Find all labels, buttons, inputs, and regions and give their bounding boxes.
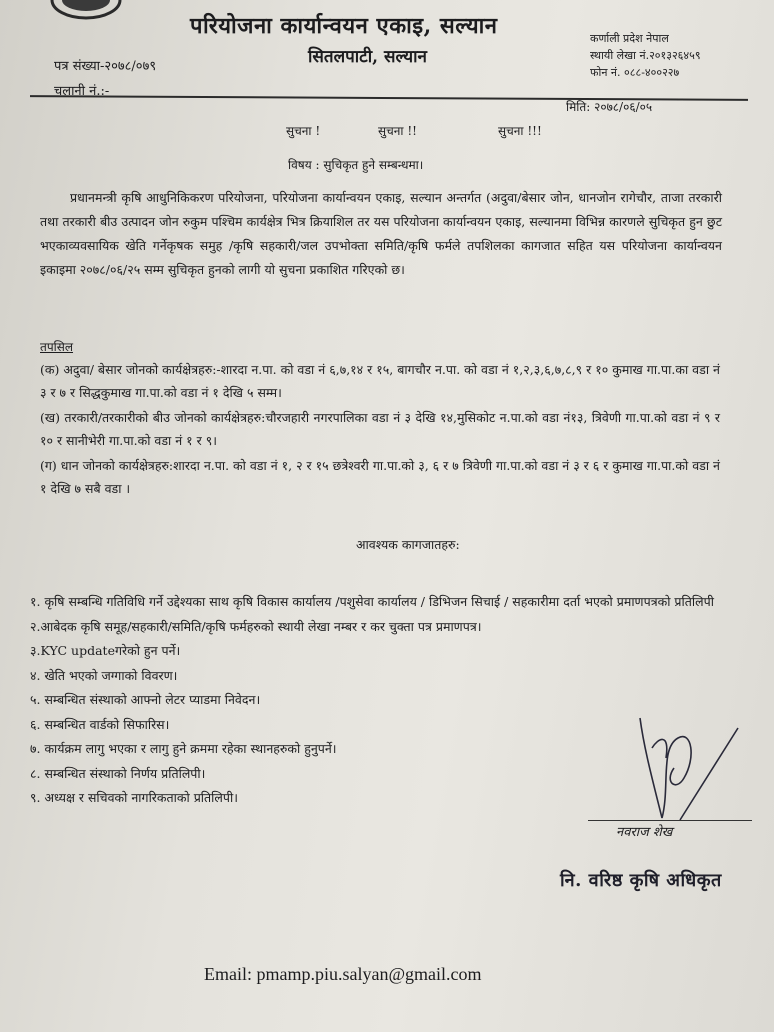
- schedule-item: (क) अदुवा/ बेसार जोनको कार्यक्षेत्रहरु:-शारदा न.पा. को वडा नं ६,७,१४ र १५, बागचौर न.पा. को वडा नं १,२,३,६,७,८,९ र १० कुमाख गा.पा.का वडा नं ३ र ७ र सिद्धकुमाख गा.पा.को वडा नं १ देखि ५ सम्म।: [40, 362, 720, 400]
- notice-heading: सुचना !: [286, 124, 321, 138]
- pan-number: स्थायी लेखा नं.२०१३२६४५९: [590, 49, 701, 62]
- header-right-block: [590, 30, 701, 81]
- date: मिति: २०७८/०६/०५: [566, 100, 653, 114]
- body-paragraph: प्रधानमन्त्री कृषि आधुनिकिकरण परियोजना, परियोजना कार्यान्वयन एकाइ, सल्यान अन्तर्गत (अदुवा/बेसार जोन, धानजोन रागेचौर, ताजा तरकारी तथा तरकारी बीउ उत्पादन जोन रुकुम पश्चिम कार्यक्षेत्र भित्र क्रियाशिल तर यस परियोजना कार्यान्वयन एकाइ, सल्यानमा विभिन्न कारणले सुचिकृत हुन छुट भएकाव्यवसायिक खेति गर्नेकृषक समुह /कृषि सहकारी/जल उपभोक्ता समिति/कृषि फर्मले तपशिलका कागजात सहित यस परियोजना कार्यान्वयन इकाइमा २०७८/०६/२५ सम्म सुचिकृत हुनको लागी यो सुचना प्रकाशित गरिएको छ।: [40, 190, 722, 277]
- requirement-item: ४. खेति भएको जग्गाको विवरण।: [30, 667, 178, 683]
- notice-heading: सुचना !!!: [498, 124, 542, 138]
- schedule-label: तपसिल: [40, 340, 74, 354]
- requirement-item: ९. अध्यक्ष र सचिवको नागरिकताको प्रतिलिपी।: [30, 790, 238, 805]
- signature-line: [588, 820, 752, 821]
- notice-heading: सुचना !!: [378, 124, 417, 138]
- subject-line: विषय : सुचिकृत हुने सम्बन्धमा।: [288, 158, 424, 172]
- office-name: परियोजना कार्यान्वयन एकाइ, सल्यान: [190, 13, 498, 39]
- requirement-item: २.आबेदक कृषि समूह/सहकारी/समिति/कृषि फर्महरुको स्थायी लेखा नम्बर र कर चुक्ता पत्र प्रमाणपत्र।: [30, 618, 482, 634]
- province: कर्णाली प्रदेश नेपाल: [590, 32, 669, 45]
- emblem-logo: [46, 0, 126, 22]
- signatory-title: नि. वरिष्ठ कृषि अधिकृत: [560, 870, 722, 891]
- signature-icon: [600, 708, 750, 838]
- requirement-item: १. कृषि सम्बन्धि गतिविधि गर्ने उद्देश्यका साथ कृषि विकास कार्यालय /पशुसेवा कार्यालय / डिभिजन सिचाई / सहकारीमा दर्ता भएको प्रमाणपत्रको प्रतिलिपी: [30, 594, 714, 609]
- requirement-item: ८. सम्बन्धित संस्थाको निर्णय प्रतिलिपी।: [30, 765, 206, 781]
- email-address: Email: pmamp.piu.salyan@gmail.com: [204, 964, 482, 984]
- requirements-title: आवश्यक कागजातहरु:: [356, 537, 460, 552]
- requirement-item: ६. सम्बन्धित वार्डको सिफारिस।: [30, 716, 170, 732]
- schedule-item: (ख) तरकारी/तरकारीको बीउ जोनको कार्यक्षेत्रहरु:चौरजहारी नगरपालिका वडा नं ३ देखि १४,मुसिकोट न.पा.को वडा नं१३, त्रिवेणी गा.पा.को वडा नं ९ र १० र सानीभेरी गा.पा.को वडा नं १ र ९।: [40, 410, 720, 448]
- schedule-list: [40, 358, 720, 502]
- phone-number: फोन नं. ०८८-४००२२७: [590, 66, 680, 79]
- letter-number: पत्र संख्या-२०७८/०७९: [54, 59, 157, 74]
- requirement-item: ५. सम्बन्धित संस्थाको आफ्नो लेटर प्याडमा निवेदन।: [30, 692, 261, 707]
- schedule-item: (ग) धान जोनको कार्यक्षेत्रहरु:शारदा न.पा. को वडा नं १, २ र १५ छत्रेश्वरी गा.पा.को ३, ६ र ७ त्रिवेणी गा.पा.को वडा नं ३ र ६ र कुमाख गा.पा.को वडा नं १ देखि ७ सबै वडा ।: [40, 458, 720, 496]
- dispatch-number: चलानी नं.:-: [54, 84, 110, 99]
- requirement-item: ७. कार्यक्रम लागु भएका र लागु हुने क्रममा रहेका स्थानहरुको हुनुपर्ने।: [30, 741, 337, 756]
- office-location: सितलपाटी, सल्यान: [308, 47, 427, 67]
- signatory-name: नवराज शेख: [616, 825, 673, 840]
- requirement-item: ३.KYC updateगरेको हुन पर्ने।: [30, 643, 181, 658]
